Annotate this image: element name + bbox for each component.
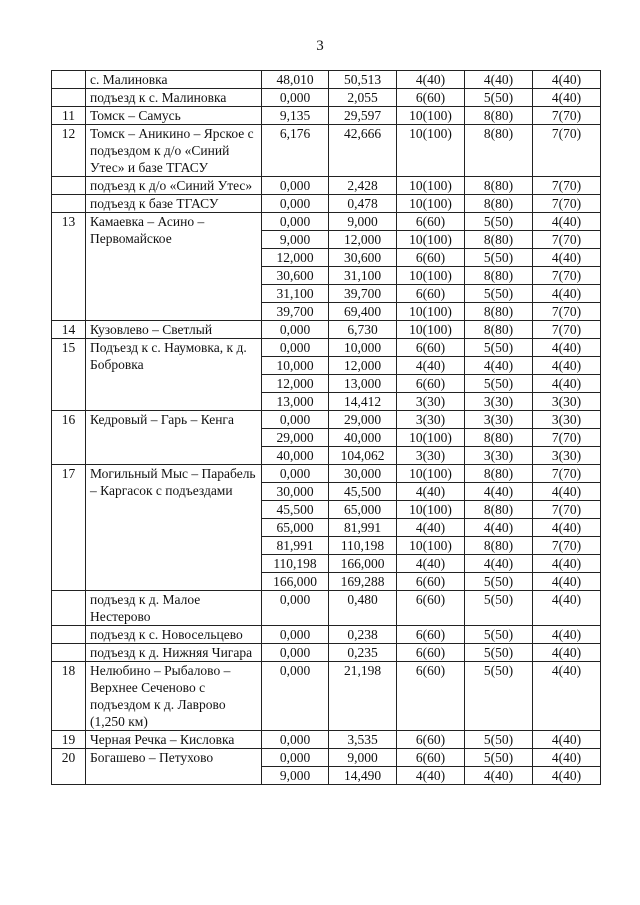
km-start: 0,000	[262, 339, 329, 357]
value-a: 6(60)	[397, 249, 465, 267]
km-start: 9,135	[262, 107, 329, 125]
km-start: 9,000	[262, 767, 329, 785]
value-c: 4(40)	[533, 591, 601, 626]
value-b: 8(80)	[465, 321, 533, 339]
road-name: Кузовлево – Светлый	[86, 321, 262, 339]
km-start: 48,010	[262, 71, 329, 89]
km-end: 6,730	[329, 321, 397, 339]
value-b: 5(50)	[465, 662, 533, 731]
road-name: Камаевка – Асино – Первомайское	[86, 213, 262, 321]
km-end: 21,198	[329, 662, 397, 731]
km-start: 13,000	[262, 393, 329, 411]
km-end: 29,597	[329, 107, 397, 125]
value-a: 4(40)	[397, 357, 465, 375]
value-b: 3(30)	[465, 447, 533, 465]
road-name: Томск – Самусь	[86, 107, 262, 125]
value-b: 8(80)	[465, 429, 533, 447]
road-number: 14	[52, 321, 86, 339]
road-number: 18	[52, 662, 86, 731]
table-row	[52, 89, 601, 107]
road-name: подъезд к базе ТГАСУ	[86, 195, 262, 213]
value-c: 3(30)	[533, 411, 601, 429]
table-row	[52, 626, 601, 644]
km-start: 30,000	[262, 483, 329, 501]
value-c: 7(70)	[533, 321, 601, 339]
value-a: 6(60)	[397, 213, 465, 231]
table-row	[52, 177, 601, 195]
km-end: 0,235	[329, 644, 397, 662]
road-number: 15	[52, 339, 86, 411]
value-b: 4(40)	[465, 519, 533, 537]
km-start: 30,600	[262, 267, 329, 285]
table-row	[52, 662, 601, 731]
km-end: 2,055	[329, 89, 397, 107]
value-b: 5(50)	[465, 213, 533, 231]
km-start: 9,000	[262, 231, 329, 249]
value-b: 5(50)	[465, 285, 533, 303]
road-name: Подъезд к с. Наумовка, к д. Бобровка	[86, 339, 262, 411]
km-start: 0,000	[262, 662, 329, 731]
km-start: 166,000	[262, 573, 329, 591]
km-start: 0,000	[262, 644, 329, 662]
value-a: 10(100)	[397, 429, 465, 447]
table-row	[52, 71, 601, 89]
road-number	[52, 626, 86, 644]
km-start: 0,000	[262, 195, 329, 213]
km-start: 81,991	[262, 537, 329, 555]
road-number	[52, 177, 86, 195]
value-b: 8(80)	[465, 177, 533, 195]
km-start: 31,100	[262, 285, 329, 303]
table-row	[52, 591, 601, 626]
table-row	[52, 195, 601, 213]
value-c: 4(40)	[533, 71, 601, 89]
road-number	[52, 71, 86, 89]
value-c: 7(70)	[533, 195, 601, 213]
value-a: 10(100)	[397, 267, 465, 285]
km-start: 10,000	[262, 357, 329, 375]
value-a: 6(60)	[397, 573, 465, 591]
km-end: 2,428	[329, 177, 397, 195]
km-end: 50,513	[329, 71, 397, 89]
road-number	[52, 89, 86, 107]
value-b: 5(50)	[465, 749, 533, 767]
table-row	[52, 749, 601, 767]
value-c: 4(40)	[533, 339, 601, 357]
value-c: 4(40)	[533, 749, 601, 767]
km-end: 40,000	[329, 429, 397, 447]
km-end: 104,062	[329, 447, 397, 465]
road-number: 16	[52, 411, 86, 465]
road-name: Кедровый – Гарь – Кенга	[86, 411, 262, 465]
value-c: 4(40)	[533, 573, 601, 591]
value-a: 4(40)	[397, 483, 465, 501]
value-c: 4(40)	[533, 662, 601, 731]
km-end: 29,000	[329, 411, 397, 429]
value-b: 4(40)	[465, 767, 533, 785]
value-b: 3(30)	[465, 393, 533, 411]
value-a: 6(60)	[397, 89, 465, 107]
km-end: 110,198	[329, 537, 397, 555]
road-number: 12	[52, 125, 86, 177]
value-c: 4(40)	[533, 213, 601, 231]
value-b: 5(50)	[465, 89, 533, 107]
km-end: 169,288	[329, 573, 397, 591]
value-a: 4(40)	[397, 555, 465, 573]
road-number: 20	[52, 749, 86, 785]
value-c: 4(40)	[533, 767, 601, 785]
km-end: 3,535	[329, 731, 397, 749]
km-end: 45,500	[329, 483, 397, 501]
value-b: 8(80)	[465, 537, 533, 555]
km-start: 45,500	[262, 501, 329, 519]
value-a: 10(100)	[397, 177, 465, 195]
km-end: 14,490	[329, 767, 397, 785]
value-c: 7(70)	[533, 125, 601, 177]
road-name: Нелюбино – Рыбалово – Верхнее Сеченово с подъездом к д. Лаврово (1,250 км)	[86, 662, 262, 731]
road-number: 17	[52, 465, 86, 591]
value-c: 4(40)	[533, 555, 601, 573]
value-b: 8(80)	[465, 125, 533, 177]
value-b: 5(50)	[465, 249, 533, 267]
km-start: 0,000	[262, 591, 329, 626]
value-c: 4(40)	[533, 519, 601, 537]
value-c: 7(70)	[533, 429, 601, 447]
value-c: 4(40)	[533, 626, 601, 644]
km-start: 39,700	[262, 303, 329, 321]
value-b: 8(80)	[465, 501, 533, 519]
value-b: 5(50)	[465, 731, 533, 749]
value-a: 10(100)	[397, 231, 465, 249]
km-start: 40,000	[262, 447, 329, 465]
value-b: 5(50)	[465, 626, 533, 644]
value-b: 8(80)	[465, 231, 533, 249]
value-b: 8(80)	[465, 267, 533, 285]
value-b: 8(80)	[465, 107, 533, 125]
value-c: 3(30)	[533, 447, 601, 465]
value-a: 10(100)	[397, 321, 465, 339]
value-a: 6(60)	[397, 662, 465, 731]
km-end: 10,000	[329, 339, 397, 357]
value-c: 7(70)	[533, 267, 601, 285]
km-end: 30,600	[329, 249, 397, 267]
value-c: 7(70)	[533, 537, 601, 555]
value-c: 4(40)	[533, 357, 601, 375]
value-b: 8(80)	[465, 195, 533, 213]
value-c: 7(70)	[533, 303, 601, 321]
value-c: 4(40)	[533, 483, 601, 501]
value-c: 4(40)	[533, 731, 601, 749]
km-start: 0,000	[262, 89, 329, 107]
table-row	[52, 213, 601, 231]
value-a: 6(60)	[397, 749, 465, 767]
value-c: 7(70)	[533, 501, 601, 519]
km-start: 0,000	[262, 321, 329, 339]
km-start: 29,000	[262, 429, 329, 447]
value-c: 4(40)	[533, 89, 601, 107]
road-name: подъезд к д/о «Синий Утес»	[86, 177, 262, 195]
value-b: 5(50)	[465, 644, 533, 662]
km-end: 65,000	[329, 501, 397, 519]
value-a: 10(100)	[397, 501, 465, 519]
table-row	[52, 465, 601, 483]
road-name: с. Малиновка	[86, 71, 262, 89]
value-a: 6(60)	[397, 626, 465, 644]
road-name: подъезд к с. Малиновка	[86, 89, 262, 107]
value-c: 4(40)	[533, 644, 601, 662]
value-a: 4(40)	[397, 767, 465, 785]
value-a: 10(100)	[397, 537, 465, 555]
value-a: 10(100)	[397, 107, 465, 125]
value-b: 5(50)	[465, 375, 533, 393]
km-end: 13,000	[329, 375, 397, 393]
value-a: 6(60)	[397, 339, 465, 357]
road-name: подъезд к с. Новосельцево	[86, 626, 262, 644]
km-start: 110,198	[262, 555, 329, 573]
road-number: 13	[52, 213, 86, 321]
km-start: 0,000	[262, 749, 329, 767]
km-end: 42,666	[329, 125, 397, 177]
value-b: 5(50)	[465, 573, 533, 591]
value-b: 4(40)	[465, 555, 533, 573]
km-start: 12,000	[262, 249, 329, 267]
value-b: 4(40)	[465, 357, 533, 375]
value-a: 10(100)	[397, 465, 465, 483]
km-start: 6,176	[262, 125, 329, 177]
km-end: 12,000	[329, 231, 397, 249]
km-start: 0,000	[262, 177, 329, 195]
value-a: 4(40)	[397, 71, 465, 89]
road-number	[52, 195, 86, 213]
value-a: 3(30)	[397, 447, 465, 465]
km-end: 9,000	[329, 749, 397, 767]
km-start: 0,000	[262, 465, 329, 483]
km-end: 14,412	[329, 393, 397, 411]
road-number: 19	[52, 731, 86, 749]
value-a: 6(60)	[397, 375, 465, 393]
km-end: 0,238	[329, 626, 397, 644]
value-c: 4(40)	[533, 249, 601, 267]
km-end: 0,480	[329, 591, 397, 626]
value-c: 7(70)	[533, 177, 601, 195]
road-name: Черная Речка – Кисловка	[86, 731, 262, 749]
value-a: 6(60)	[397, 285, 465, 303]
value-b: 3(30)	[465, 411, 533, 429]
value-a: 6(60)	[397, 591, 465, 626]
table-row	[52, 107, 601, 125]
value-c: 3(30)	[533, 393, 601, 411]
value-b: 8(80)	[465, 303, 533, 321]
km-end: 39,700	[329, 285, 397, 303]
value-c: 7(70)	[533, 231, 601, 249]
road-name: подъезд к д. Нижняя Чигара	[86, 644, 262, 662]
value-a: 3(30)	[397, 411, 465, 429]
value-a: 6(60)	[397, 644, 465, 662]
road-name: Богашево – Петухово	[86, 749, 262, 785]
value-b: 4(40)	[465, 483, 533, 501]
km-start: 0,000	[262, 411, 329, 429]
km-end: 30,000	[329, 465, 397, 483]
value-a: 10(100)	[397, 195, 465, 213]
roads-table-body	[52, 71, 601, 785]
value-b: 4(40)	[465, 71, 533, 89]
value-c: 7(70)	[533, 465, 601, 483]
value-a: 10(100)	[397, 125, 465, 177]
km-start: 12,000	[262, 375, 329, 393]
value-c: 4(40)	[533, 375, 601, 393]
page-number: 3	[316, 38, 324, 54]
table-row	[52, 411, 601, 429]
road-number	[52, 644, 86, 662]
km-end: 0,478	[329, 195, 397, 213]
value-b: 5(50)	[465, 591, 533, 626]
table-row	[52, 731, 601, 749]
value-a: 6(60)	[397, 731, 465, 749]
km-end: 12,000	[329, 357, 397, 375]
km-start: 0,000	[262, 626, 329, 644]
km-end: 166,000	[329, 555, 397, 573]
value-c: 4(40)	[533, 285, 601, 303]
km-end: 69,400	[329, 303, 397, 321]
road-name: Могильный Мыс – Парабель – Каргасок с подъездами	[86, 465, 262, 591]
road-name: Томск – Аникино – Ярское с подъездом к д/о «Синий Утес» и базе ТГАСУ	[86, 125, 262, 177]
value-a: 10(100)	[397, 303, 465, 321]
table-row	[52, 321, 601, 339]
road-number	[52, 591, 86, 626]
table-row	[52, 339, 601, 357]
km-start: 65,000	[262, 519, 329, 537]
table-row	[52, 125, 601, 177]
table-row	[52, 644, 601, 662]
km-end: 9,000	[329, 213, 397, 231]
value-a: 4(40)	[397, 519, 465, 537]
road-number: 11	[52, 107, 86, 125]
value-b: 8(80)	[465, 465, 533, 483]
roads-table	[51, 70, 601, 785]
value-b: 5(50)	[465, 339, 533, 357]
value-c: 7(70)	[533, 107, 601, 125]
km-start: 0,000	[262, 213, 329, 231]
km-start: 0,000	[262, 731, 329, 749]
road-name: подъезд к д. Малое Нестерово	[86, 591, 262, 626]
value-a: 3(30)	[397, 393, 465, 411]
km-end: 81,991	[329, 519, 397, 537]
km-end: 31,100	[329, 267, 397, 285]
